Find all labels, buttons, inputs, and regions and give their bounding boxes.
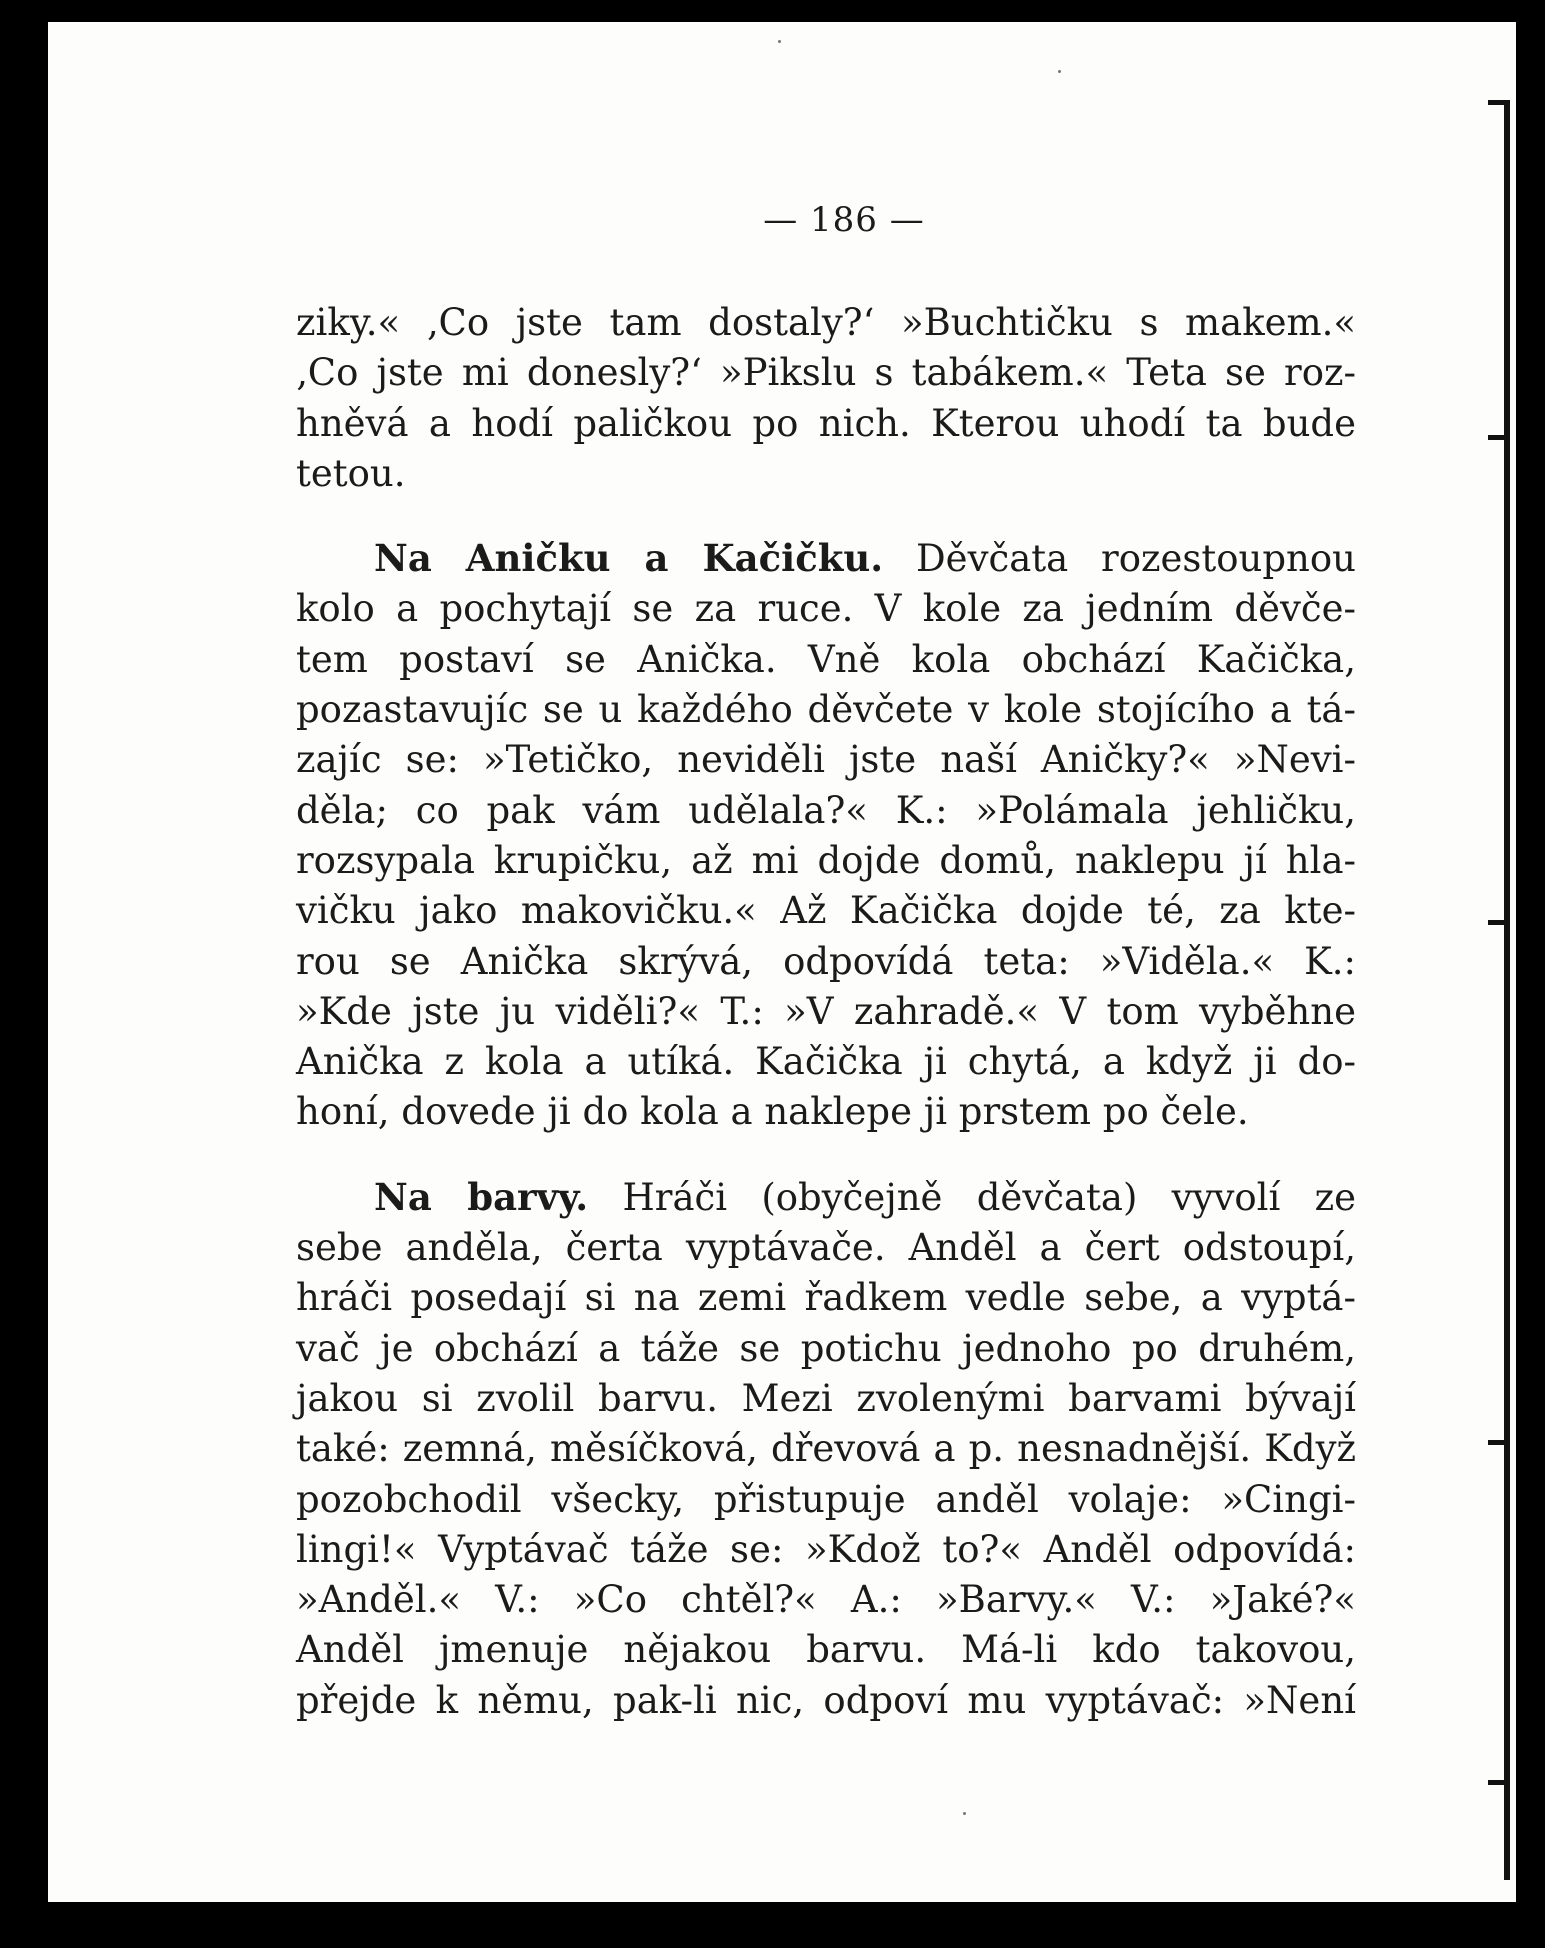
text-line: také: zemná, měsíčková, dřevová a p. nesnadnější. Když bbox=[296, 1427, 1356, 1471]
text-line: rozsypala krupičku, až mi dojde domů, naklepu jí hla- bbox=[296, 838, 1356, 882]
spine-mark bbox=[1488, 435, 1510, 440]
text-line-rest: Hráči (obyčejně děvčata) vyvolí ze bbox=[622, 1175, 1356, 1219]
text-line: honí, dovede ji do kola a naklepe ji prstem po čele. bbox=[296, 1090, 1249, 1134]
text-line: lingi!« Vyptávač táže se: »Kdož to?« Anděl odpovídá: bbox=[296, 1527, 1356, 1571]
dust-speck bbox=[1058, 70, 1061, 73]
text-line: »Kde jste ju viděli?« T.: »V zahradě.« V tom vyběhne bbox=[296, 989, 1356, 1033]
text-line: ‚Co jste mi donesly?‘ »Pikslu s tabákem.« Teta se roz- bbox=[296, 351, 1356, 395]
section-heading: Na Aničku a Kačičku. bbox=[374, 536, 884, 581]
paragraph-3 bbox=[296, 1172, 1356, 1726]
text-line: tetou. bbox=[296, 451, 406, 495]
paragraph-gap bbox=[296, 1138, 1356, 1172]
text-block bbox=[296, 200, 1356, 1726]
text-line: vičku jako makovičku.« Až Kačička dojde té, za kte- bbox=[296, 889, 1356, 933]
book-page bbox=[48, 22, 1516, 1902]
text-line: pozobchodil všecky, přistupuje anděl volaje: »Cingi- bbox=[296, 1477, 1356, 1521]
text-line: vač je obchází a táže se potichu jednoho po druhém, bbox=[296, 1326, 1356, 1370]
text-line: tem postaví se Anička. Vně kola obchází Kačička, bbox=[296, 637, 1356, 681]
text-line: jakou si zvolil barvu. Mezi zvolenými barvami bývají bbox=[296, 1376, 1356, 1420]
text-line: hněvá a hodí paličkou po nich. Kterou uhodí ta bude bbox=[296, 401, 1356, 445]
text-line: pozastavujíc se u každého děvčete v kole stojícího a tá- bbox=[296, 688, 1356, 732]
dust-speck bbox=[963, 1812, 966, 1815]
text-line: hráči posedají si na zemi řadkem vedle sebe, a vyptá- bbox=[296, 1276, 1356, 1320]
spine-mark bbox=[1488, 1780, 1510, 1785]
page-spine-edge bbox=[1504, 100, 1510, 1880]
text-line: sebe anděla, čerta vyptávače. Anděl a čert odstoupí, bbox=[296, 1226, 1356, 1270]
text-line: ziky.« ‚Co jste tam dostaly?‘ »Buchtičku s makem.« bbox=[296, 301, 1356, 344]
text-line: »Anděl.« V.: »Co chtěl?« A.: »Barvy.« V.: »Jaké?« bbox=[296, 1578, 1356, 1622]
text-line: zajíc se: »Tetičko, neviděli jste naší Aničky?« »Nevi- bbox=[296, 738, 1356, 782]
spine-mark bbox=[1488, 100, 1510, 105]
text-line: rou se Anička skrývá, odpovídá teta: »Viděla.« K.: bbox=[296, 939, 1356, 983]
text-line bbox=[296, 533, 1356, 584]
page-number: — 186 — bbox=[763, 200, 925, 240]
text-line: Anděl jmenuje nějakou barvu. Má-li kdo takovou, bbox=[296, 1628, 1356, 1672]
paragraph-2 bbox=[296, 533, 1356, 1138]
text-line-rest: Děvčata rozestoupnou bbox=[916, 537, 1356, 581]
dust-speck bbox=[778, 40, 781, 43]
text-line bbox=[296, 1172, 1356, 1223]
spine-mark bbox=[1488, 1440, 1510, 1445]
section-heading: Na barvy. bbox=[374, 1174, 589, 1219]
paragraph-gap bbox=[296, 499, 1356, 533]
text-line: přejde k němu, pak-li nic, odpoví mu vyptávač: »Není bbox=[296, 1678, 1356, 1722]
paragraph-1 bbox=[296, 298, 1356, 499]
text-line: Anička z kola a utíká. Kačička ji chytá, a když ji do- bbox=[296, 1040, 1356, 1084]
text-line: děla; co pak vám udělala?« K.: »Polámala jehličku, bbox=[296, 788, 1356, 832]
text-line: kolo a pochytají se za ruce. V kole za jedním děvče- bbox=[296, 587, 1356, 631]
spine-mark bbox=[1488, 920, 1510, 925]
